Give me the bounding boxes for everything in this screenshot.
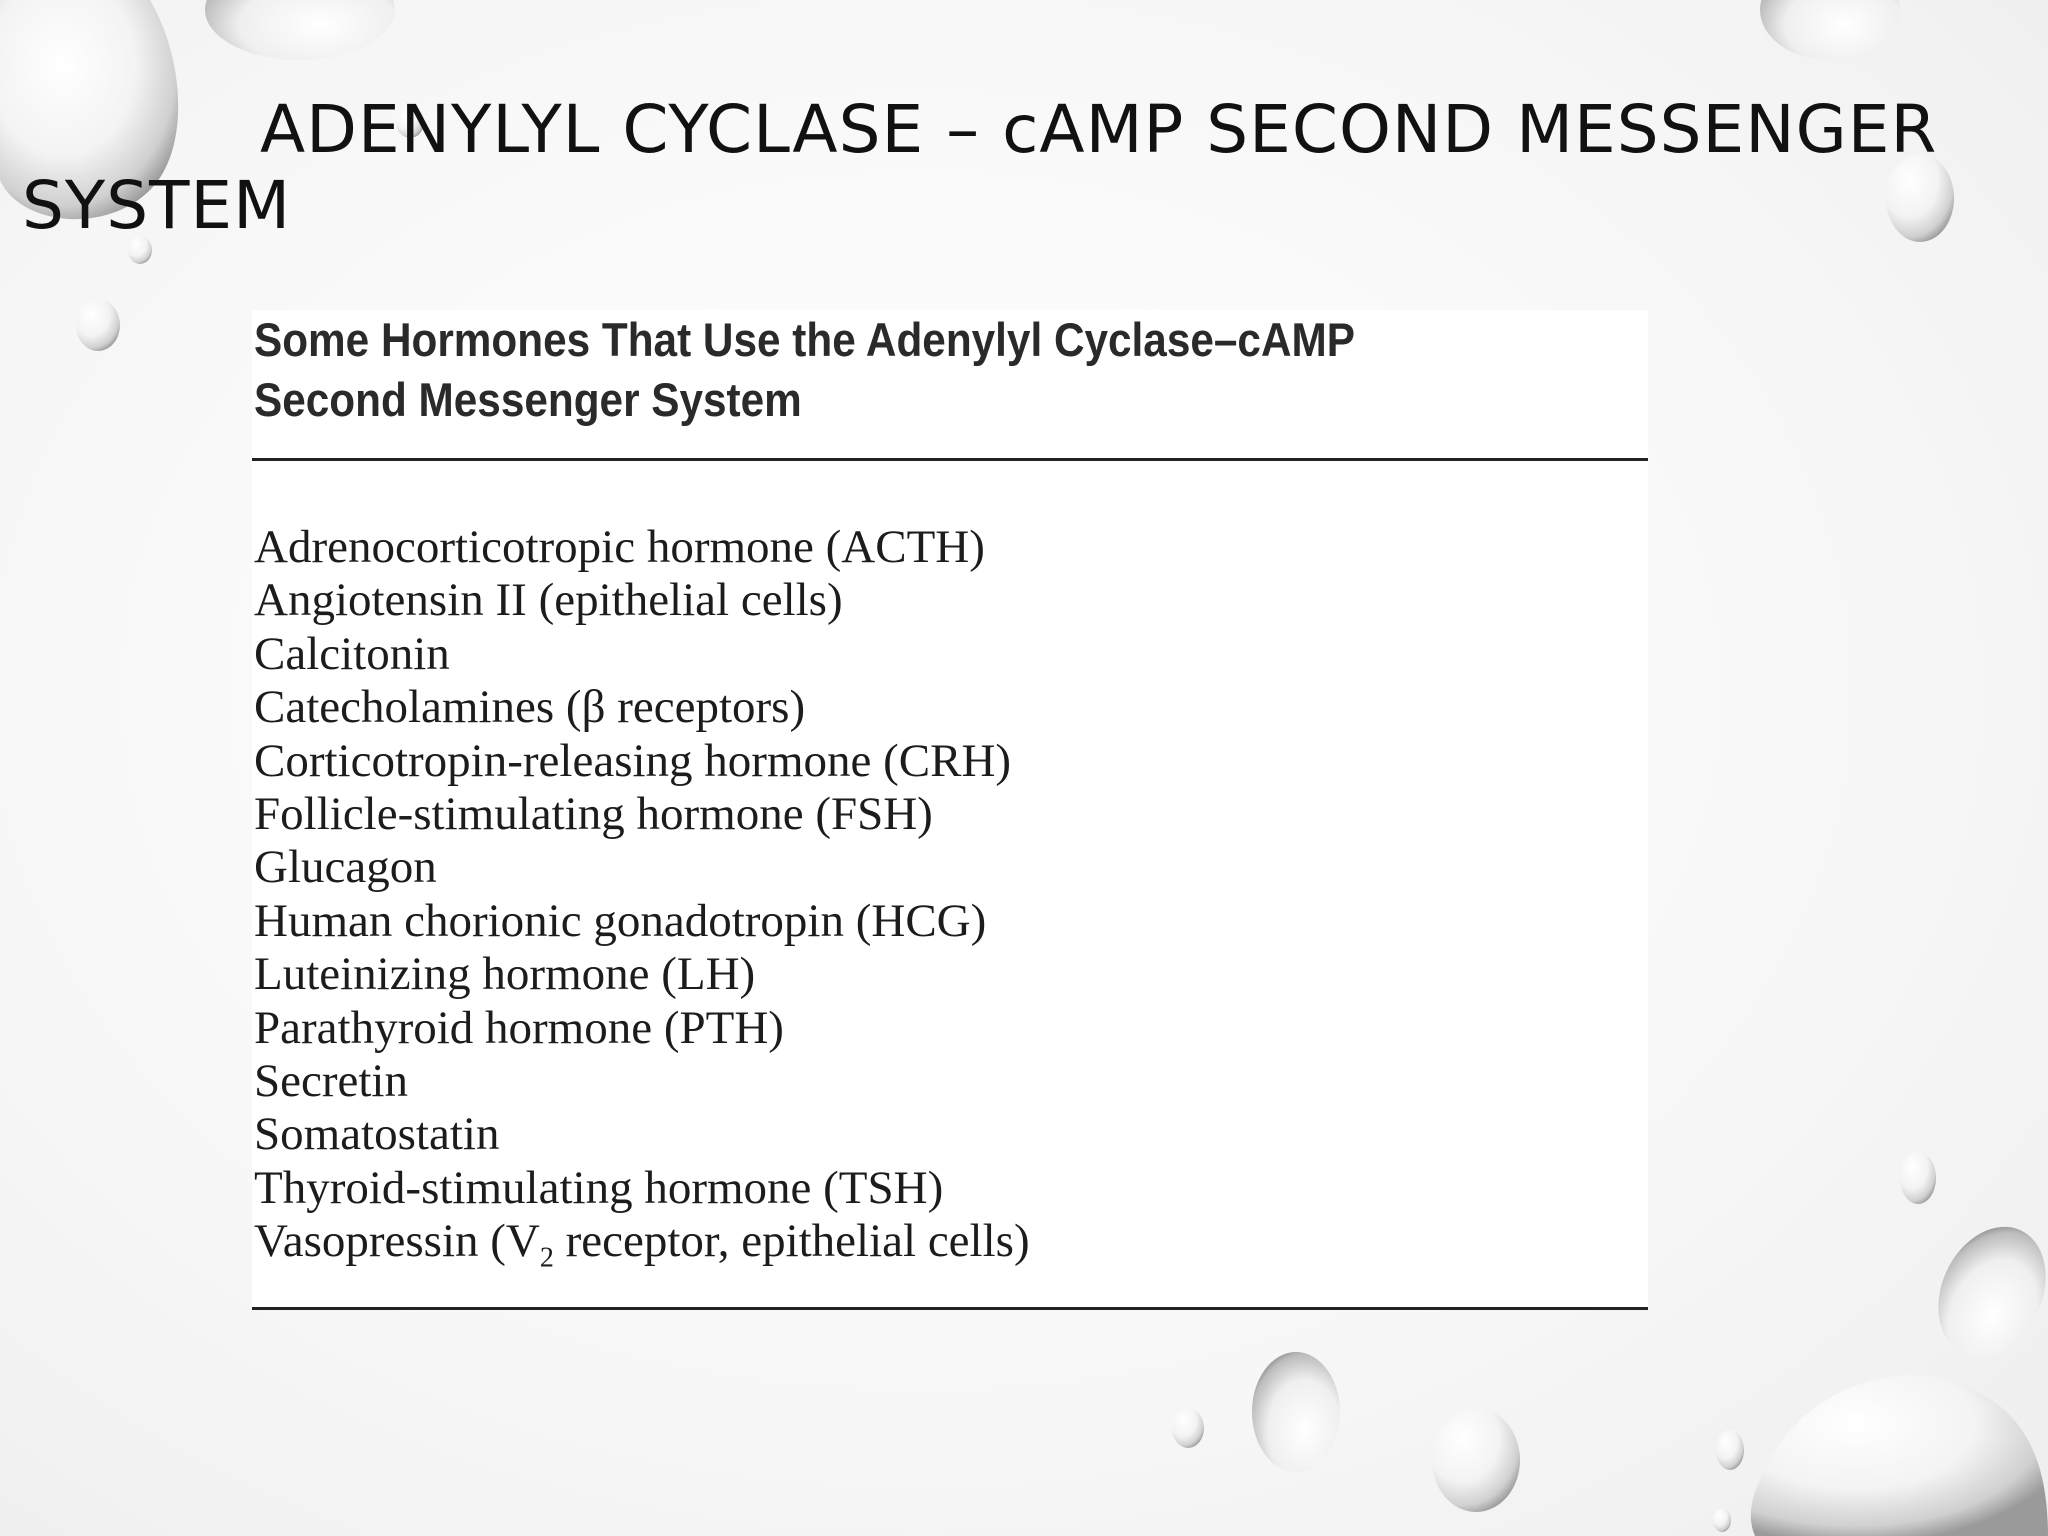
list-item: Parathyroid hormone (PTH): [254, 1001, 784, 1054]
hormone-table: [252, 310, 1648, 1310]
list-item: Angiotensin II (epithelial cells): [254, 574, 843, 627]
water-drop-icon: [1918, 1209, 2048, 1375]
list-item: Corticotropin-releasing hormone (CRH): [254, 734, 1012, 787]
water-drop-icon: [1751, 1375, 2048, 1536]
water-drop-icon: [1172, 1408, 1204, 1448]
water-drop-icon: [1713, 1508, 1731, 1532]
list-item: Adrenocorticotropic hormone (ACTH): [254, 521, 985, 573]
table-caption: [254, 310, 1658, 430]
list-item: Catecholamines (β receptors): [254, 681, 806, 734]
slide-title: ADENYLYL CYCLASE – cAMP SECOND MESSENGER SYSTEM: [22, 91, 1938, 244]
vasopressin-label-end: receptor, epithelial cells): [553, 1215, 1030, 1268]
list-item: Secretin: [254, 1055, 408, 1108]
list-item: Follicle-stimulating hormone (FSH): [254, 788, 933, 841]
table-bottom-rule: [252, 1307, 1648, 1310]
vasopressin-label-start: Vasopressin (V: [254, 1215, 540, 1268]
water-drop-icon: [1760, 0, 1900, 60]
list-item: Thyroid-stimulating hormone (TSH): [254, 1161, 944, 1214]
list-item: Human chorionic gonadotropin (HCG): [254, 894, 987, 947]
table-caption-line-2: Second Messenger System: [254, 373, 802, 426]
subscript-2: 2: [539, 1242, 554, 1274]
list-item: Glucagon: [254, 841, 437, 894]
water-drop-icon: [1716, 1430, 1744, 1470]
list-item: Somatostatin: [254, 1108, 500, 1161]
list-item: Calcitonin: [254, 627, 450, 680]
water-drop-icon: [1252, 1352, 1340, 1472]
water-drop-icon: [76, 299, 120, 351]
water-drop-icon: [205, 0, 395, 60]
water-drop-icon: [1432, 1408, 1520, 1512]
list-item: [254, 1215, 1648, 1274]
table-caption-line-1: Some Hormones That Use the Adenylyl Cyclase–cAMP: [254, 313, 1355, 366]
hormone-list: [252, 461, 1648, 1307]
list-item: Luteinizing hormone (LH): [254, 948, 756, 1001]
water-drop-icon: [1900, 1152, 1936, 1204]
